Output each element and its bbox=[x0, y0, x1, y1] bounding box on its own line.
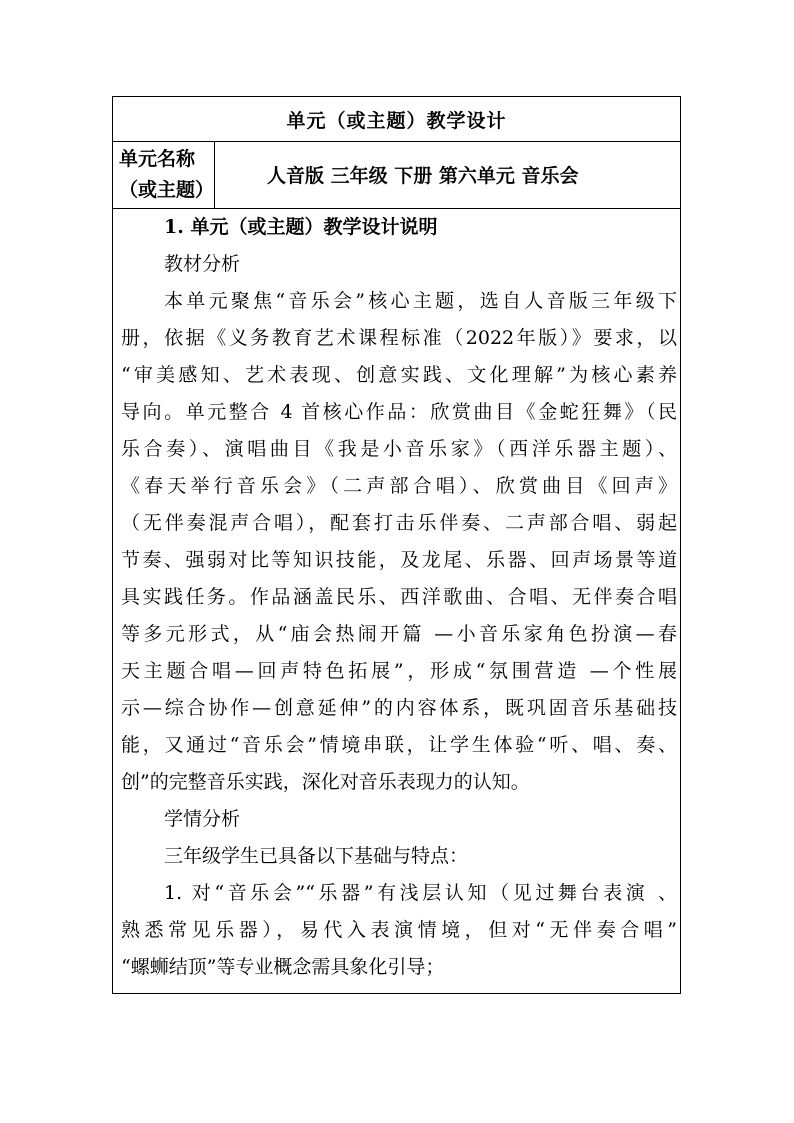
material-line: 册，依据《义务教育艺术课程标准（2022年版）》要求，以 bbox=[121, 327, 677, 349]
design-table bbox=[112, 96, 681, 994]
material-line: 具实践任务。作品涵盖民乐、西洋歌曲、合唱、无伴奏合唱 bbox=[121, 586, 677, 608]
material-line: “审美感知、艺术表现、创意实践、文化理解”为核心素养 bbox=[121, 364, 677, 386]
material-line: 《春天举行音乐会》（二声部合唱）、欣赏曲目《回声》 bbox=[121, 475, 677, 497]
unit-name-value: 人音版 三年级 下册 第六单元 音乐会 bbox=[267, 165, 579, 187]
material-line: 创”的完整音乐实践，深化对音乐表现力的认知。 bbox=[121, 771, 530, 793]
student-line: 1. 对“音乐会”“乐器”有浅层认知（见过舞台表演 、 bbox=[164, 882, 677, 904]
subheading-material: 教材分析 bbox=[164, 253, 241, 275]
table-title: 单元（或主题）教学设计 bbox=[113, 97, 680, 142]
material-line: 乐合奏）、演唱曲目《我是小音乐家》（西洋乐器主题）、 bbox=[121, 438, 677, 460]
material-line: 导向。单元整合 4 首核心作品：欣赏曲目《金蛇狂舞》（民 bbox=[121, 401, 677, 423]
material-line: 节奏、强弱对比等知识技能，及龙尾、乐器、回声场景等道 bbox=[121, 549, 677, 571]
material-line: 本单元聚焦“音乐会”核心主题，选自人音版三年级下 bbox=[164, 290, 677, 312]
unit-name-label-line2: （或主题） bbox=[119, 179, 215, 201]
material-line: 等多元形式，从“庙会热闹开篇 —小音乐家角色扮演—春 bbox=[121, 623, 677, 645]
subheading-students: 学情分析 bbox=[164, 808, 241, 830]
material-line: 能，又通过“音乐会”情境串联，让学生体验“听、唱、奏、 bbox=[121, 734, 677, 756]
unit-name-row bbox=[113, 141, 680, 209]
student-line: “螺蛳结顶”等专业概念需具象化引导； bbox=[121, 956, 445, 978]
design-content bbox=[121, 209, 677, 986]
material-line: （无伴奏混声合唱），配套打击乐伴奏、二声部合唱、弱起 bbox=[121, 512, 677, 534]
unit-name-label bbox=[113, 141, 215, 208]
section-heading: 1. 单元（或主题）教学设计说明 bbox=[164, 216, 438, 238]
student-intro: 三年级学生已具备以下基础与特点： bbox=[164, 845, 469, 867]
material-line: 天主题合唱—回声特色拓展”，形成“氛围营造 —个性展 bbox=[121, 660, 677, 682]
student-line: 熟悉常见乐器），易代入表演情境，但对“无伴奏合唱” bbox=[121, 919, 677, 941]
material-line: 示—综合协作—创意延伸”的内容体系，既巩固音乐基础技 bbox=[121, 697, 677, 719]
unit-name-label-line1: 单元名称 bbox=[119, 148, 196, 170]
